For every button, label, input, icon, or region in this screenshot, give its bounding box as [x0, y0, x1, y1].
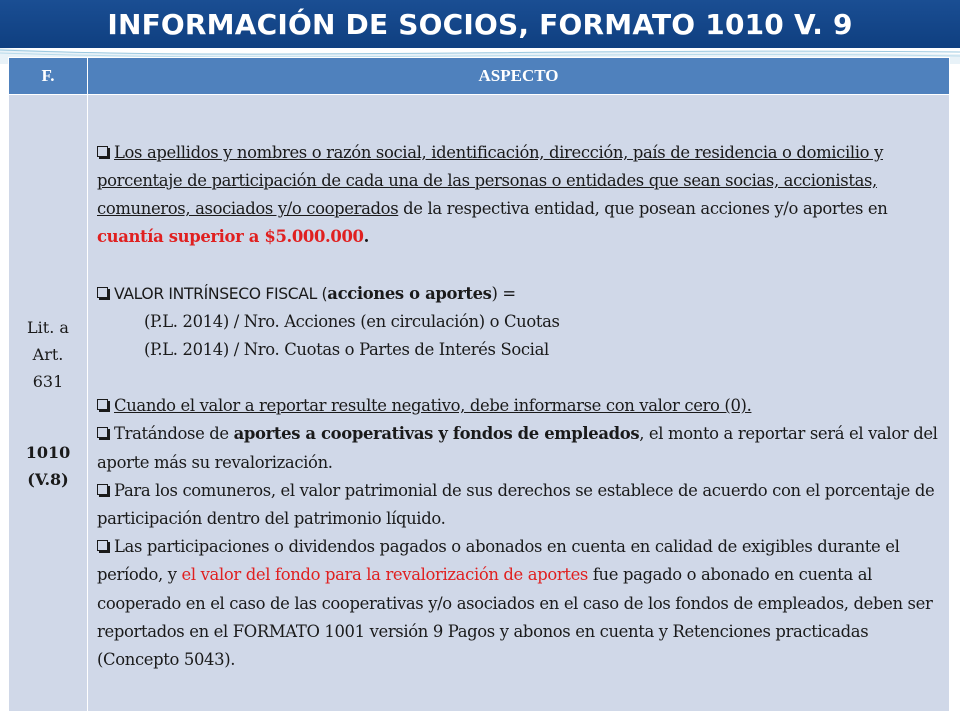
- format-number: 1010: [25, 442, 71, 462]
- checkbox-bullet-icon: [97, 540, 108, 551]
- formula-line-acciones: (P.L. 2014) / Nro. Acciones (en circulación) o Cuotas: [144, 311, 560, 331]
- paragraph-valor-negativo: Cuando el valor a reportar resulte negativo, debe informarse con valor cero (0).: [97, 392, 941, 420]
- paragraph-participaciones: Las participaciones o dividendos pagados o abonados en cuenta en calidad de exigibles durante el período, y el valor del fondo para la revalorización de aportes fue pagado o abonado en cuenta al cooperado en el caso de las cooperativas y/o asociados en el caso de los fondos de empleados, deben ser reportados en el FORMATO 1001 versión 9 Pagos y abonos en cuenta y Retenciones practicadas (Concepto 5043).: [97, 537, 933, 670]
- checkbox-bullet-icon: [97, 427, 108, 438]
- legal-reference-cell: [9, 95, 88, 712]
- checkbox-bullet-icon: [97, 399, 108, 410]
- header-f: F.: [9, 58, 88, 95]
- table-header-row: [9, 58, 950, 95]
- art-number: 631: [32, 371, 64, 391]
- checkbox-bullet-icon: [97, 287, 108, 298]
- paragraph-aportes: Tratándose de aportes a cooperativas y fondos de empleados, el monto a reportar será el valor del aporte más su revalorización.: [97, 424, 938, 472]
- formula-line-cuotas: (P.L. 2014) / Nro. Cuotas o Partes de Interés Social: [144, 339, 549, 359]
- slide-title: INFORMACIÓN DE SOCIOS, FORMATO 1010 V. 9: [0, 0, 960, 48]
- paragraph-comuneros: Para los comuneros, el valor patrimonial de sus derechos se establece de acuerdo con el porcentaje de participación dentro del patrimonio líquido.: [97, 480, 935, 528]
- art-line: Art.: [32, 344, 64, 364]
- socios-table: [8, 57, 950, 712]
- paragraph-valor-intrinseco: VALOR INTRÍNSECO FISCAL (acciones o aportes) = (P.L. 2014) / Nro. Acciones (en circulación) o Cuotas (P.L. 2014) / Nro. Cuotas o Partes de Interés Social: [97, 280, 941, 365]
- paragraph-socios: Los apellidos y nombres o razón social, identificación, dirección, país de residencia o domicilio y porcentaje de participación de cada una de las personas o entidades que sean socias, accionistas, comuneros, asociados y/o cooperados de la respectiva entidad, que posean acciones y/o aportes en cuantía superior a $5.000.000.: [97, 142, 888, 247]
- highlight-amount: cuantía superior a $5.000.000: [97, 227, 364, 247]
- aspecto-cell: [88, 95, 950, 712]
- table-row: [9, 95, 950, 712]
- checkbox-bullet-icon: [97, 484, 108, 495]
- lit-line: Lit. a: [27, 317, 69, 337]
- header-aspecto: ASPECTO: [88, 58, 950, 95]
- checkbox-bullet-icon: [97, 146, 108, 157]
- highlight-fondo: el valor del fondo para la revalorización de aportes: [181, 565, 588, 585]
- format-version: (V.8): [27, 469, 69, 489]
